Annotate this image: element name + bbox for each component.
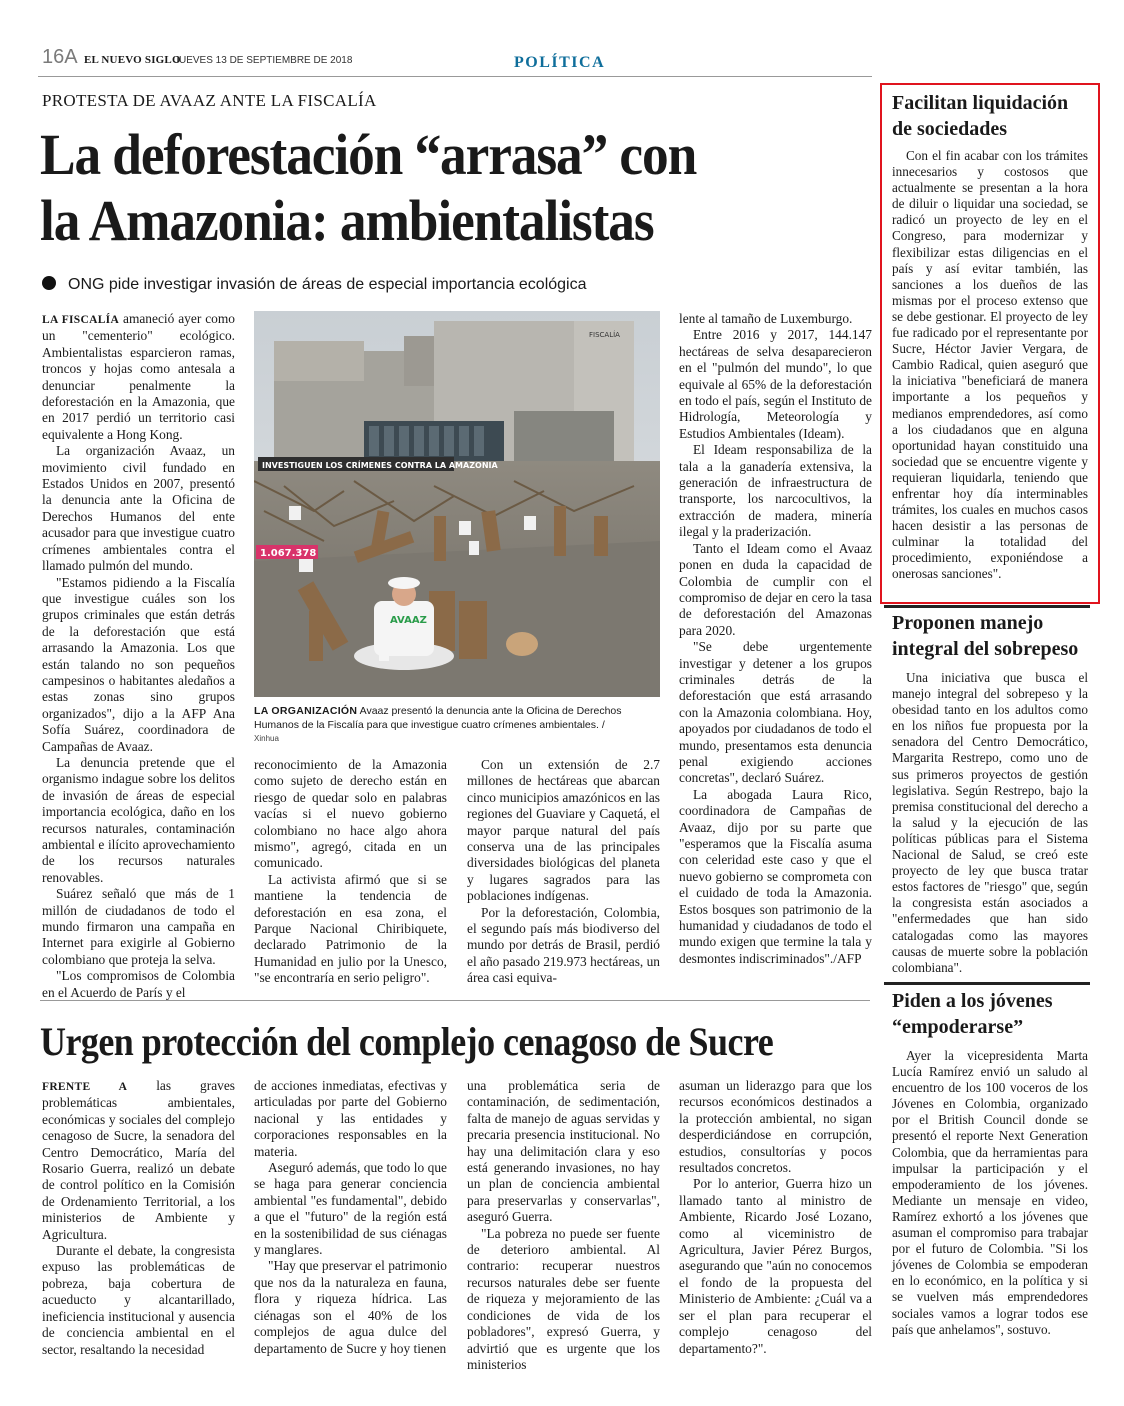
main-deck-text: ONG pide investigar invasión de áreas de especial importancia ecológica (68, 276, 587, 293)
paragraph: lente al tamaño de Luxemburgo. (679, 311, 853, 326)
sidebar-headline-line2: integral del sobrepeso (892, 638, 1079, 660)
paragraph: Entre 2016 y 2017, 144.147 hectáreas de selva desaparecieron en el "pulmón del mundo", lo que equivale al 65% de la deforestación en todo el país, según el Instituto de Hidrología, Meteorología y Estudios Ambientales (Ideam). (679, 327, 872, 441)
sidebar-body (892, 670, 1088, 976)
paragraph: "Hay que preservar el patrimonio que nos da la naturaleza en fauna, flora y riqueza hídrica. Las ciénagas son el 40% de los complejos de agua dulce del departamento de Sucre y hoy tienen (254, 1258, 447, 1356)
paragraph: "Los compromisos de Colombia en el Acuerdo de París y el (42, 968, 235, 1000)
paragraph: de acciones inmediatas, efectivas y articuladas por parte del Gobierno nacional y las entidades y corporaciones responsables en la materia. (254, 1078, 447, 1159)
sidebar-text: Una iniciativa que busca el manejo integral del sobrepeso y la obesidad tanto en los adultos como en los niños fue propuesta por la senadora del Centro Democrático, Margarita Restrepo, como uno de sus primeros proyectos de gestión legislativa. Según Restrepo, bajo la premisa constitucional del derecho a la salud y la ejecución de las políticas públicas para el Sistema Nacional de Salud, se creó este proyecto de ley que busca tratar estos factores de "riesgo" que, según la congresista están asociados a "enfermedades que han sido catalogadas como las mayores causas de muerte sobre la población colombiana". (892, 670, 1088, 975)
main-column-3 (467, 757, 660, 987)
sidebar-rule (884, 982, 1090, 985)
second-column-4 (679, 1078, 872, 1357)
paragraph (42, 311, 235, 443)
protest-photo (254, 311, 660, 697)
paragraph: asuman un liderazgo para que los recursos económicos destinados a la protección ambiental, no sigan desperdiciándose en corrupción, estudios, consultorías y pocos resultados concretos. (679, 1078, 872, 1176)
header-rule (38, 76, 872, 77)
paragraph: Con un extensión de 2.7 millones de hectáreas que abarcan cinco municipios amazónicos en las regiones del Guaviare y Caquetá, el mayor parque natural del país conserva una de las principales diversidades biológicas del planeta y lugares sagrados para las poblaciones indígenas. (467, 757, 660, 904)
sidebar-headline (892, 610, 1088, 662)
sidebar-headline-line2: de sociedades (892, 118, 1007, 140)
bullet-icon (42, 276, 56, 290)
lead-in: LA FISCALÍA (42, 314, 120, 326)
main-deck (42, 276, 587, 294)
second-headline: Urgen protección del complejo cenagoso de Sucre (40, 1019, 774, 1064)
main-headline-line2: la Amazonia: ambientalistas (40, 188, 654, 253)
sidebar-item-youth (892, 988, 1088, 1338)
caption-text: Avaaz presentó la denuncia ante la Oficina de Derechos Humanos de la Fiscalía para que investigue cuatro crímenes ambientales. / (254, 705, 622, 731)
paragraph: "Estamos pidiendo a la Fiscalía que investigue cuáles son los grupos criminales que están detrás de la deforestación que está arrasando la Amazonia. Los que están talando no son pequeños campesinos o habitantes aledaños a estas zonas sino grupos organizados", dijo a la AFP Ana Sofía Suárez, coordinadora de Campañas de Avaaz. (42, 574, 235, 754)
building-sign: FISCALÍA (589, 331, 620, 339)
photo-shirt-text: AVAAZ (390, 615, 427, 626)
paragraph: La activista afirmó que si se mantiene la tendencia de deforestación en esa zona, el Parque Nacional Chiribiquete, declarado Patrimonio de la Humanidad en julio por la Unesco, "se encontraría en serio peligro". (254, 871, 447, 986)
sidebar-text: Con el fin acabar con los trámites innecesarios y costosos que actualmente se presentan a la hora de diluir o liquidar una sociedad, se radicó un proyecto de ley en el Congreso, para modernizar y flexibilizar estas diligencias en el país y así evitar también, las sanciones a los dueños de las mismas por el proceso extenso que se debe gestionar. El proyecto de ley fue radicado por el representante por Sucre, Héctor Javier Vergara, de Cambio Radical, quien aseguró que la iniciativa "beneficiará de manera importante a los pequeños y medianos emprendedores, así como a los ciudadanos que en alguna oportunidad hayan constituido una sociedad que se encuentre vigente y requieran liquidarla, teniendo que enfrentar hoy día interminables trámites, los cuales en muchos casos hacen desistir a las personas de culminar la totalidad del procedimiento, exponiéndose a onerosas sanciones". (892, 148, 1088, 582)
protest-photo-illustration (254, 311, 660, 697)
second-column-3 (467, 1078, 660, 1373)
page-number: 16A (42, 46, 78, 68)
sidebar-headline (892, 988, 1088, 1040)
main-column-4 (679, 311, 872, 967)
paragraph-text: amaneció ayer como un "cementerio" ecológico. Ambientalistas esparcieron ramas, troncos y hojas como antesala a denunciar penalmente la deforestación en la Amazonia, que en 2017 perdió un territorio casi equivalente a Hong Kong. (42, 311, 235, 442)
second-column-2 (254, 1078, 447, 1357)
photo-banner-text: INVESTIGUEN LOS CRÍMENES CONTRA LA AMAZONIA (262, 461, 498, 470)
main-kicker: PROTESTA DE AVAAZ ANTE LA FISCALÍA (42, 91, 377, 110)
paragraph-text: las graves problemáticas ambientales, económicas y sociales del complejo cenagoso de Sucre, la senadora del Centro Democrático, María del Rosario Guerra, realizó un debate de control político en la Comisión de Ordenamiento Territorial, a los ministerios de Ambiente y Agricultura. (42, 1078, 235, 1242)
issue-date: JUEVES 13 DE SEPTIEMBRE DE 2018 (174, 55, 353, 66)
main-column-2 (254, 757, 447, 987)
story-divider (40, 1000, 870, 1001)
sidebar-headline-line2: “empoderarse” (892, 1016, 1024, 1038)
paragraph: La abogada Laura Rico, coordinadora de Campañas de Avaaz, dijo por su parte que "esperamos que la Fiscalía asuma con celeridad este caso y que el nuevo gobierno se comprometa con el cuidado de toda la Amazonia. Estos bosques son patrimonio de la humanidad y ciudadanos de todo el mundo exigen que termine la tala y desmontes indiscriminados"./AFP (679, 786, 872, 966)
section-name: POLÍTICA (514, 54, 606, 71)
paragraph: "Se debe urgentemente investigar y detener a los grupos criminales detrás de la deforestación que está arrasando con la Amazonia colombiana. Hoy, apoyados por ciudadanos de todo el mundo, presentamos esta denuncia penal exigiendo acciones concretas", declaró Suárez. (679, 639, 872, 786)
paragraph: Por la deforestación, Colombia, el segundo país más biodiverso del mundo por detrás de Brasil, perdió el año pasado 219.973 hectáreas, un área casi equiva- (467, 904, 660, 986)
paragraph: una problemática seria de contaminación, de sedimentación, falta de manejo de aguas servidas y precaria presencia institucional. No hay una delimitación clara y eso está generando invasiones, no hay un plan de conciencia ambiental para preservarlas y conservarlas", aseguró Guerra. (467, 1078, 660, 1225)
main-headline (40, 122, 794, 254)
paragraph: "La pobreza no puede ser fuente de deterioro ambiental. Al contrario: recuperar nuestros recursos naturales debe ser fuente de riqueza y mejoramiento de las condiciones de vida de los pobladores", expresó Guerra, y advirtió que es urgente que los ministerios (467, 1225, 660, 1372)
photo-caption (254, 704, 660, 746)
photo-sign-text: 1.067.378 (260, 548, 317, 559)
sidebar-text: Ayer la vicepresidenta Marta Lucía Ramírez envió un saludo al encuentro de los 100 voceros de los Jóvenes en Colombia, organizado por el British Council donde se presentó el reporte Next Generation Colombia, que da herramientas para impulsar la participación y el empoderamiento de los jóvenes. Mediante un mensaje en video, Ramírez exhortó a los jóvenes que asuman el compromiso para trabajar por el futuro de Colombia. "Si los jóvenes de Colombia se empoderan en lo económico, en la política y si se vuelven más emprendedores sociales vamos a lograr todos ese país que anhelamos", sostuvo. (892, 1048, 1088, 1337)
paragraph: Suárez señaló que más de 1 millón de ciudadanos de todo el mundo firmaron una campaña en Internet para exigirle al Gobierno colombiano que proteja la selva. (42, 886, 235, 967)
second-column-1 (42, 1078, 235, 1358)
sidebar-item-overweight (892, 610, 1088, 976)
paragraph (42, 1078, 235, 1243)
photo-credit: Xinhua (254, 734, 279, 743)
highlight-box (880, 83, 1100, 604)
sidebar-body (892, 1048, 1088, 1338)
sidebar-headline-line1: Facilitan liquidación (892, 92, 1069, 114)
paragraph: La denuncia pretende que el organismo indague sobre los delitos de invasión de áreas de especial importancia ecológica, daño en los recursos naturales, contaminación ambiental e ilícito aprovechamiento de los recursos naturales renovables. (42, 754, 235, 885)
main-column-1 (42, 311, 235, 1001)
caption-lead: LA ORGANIZACIÓN (254, 705, 358, 717)
paragraph: La organización Avaaz, un movimiento civil fundado en Estados Unidos en 2007, presentó la denuncia ante la Oficina de Derechos Humanos del ente acusador para que investigue cuatro crímenes ambientales contra el llamado pulmón del mundo. (42, 443, 235, 574)
paragraph: El Ideam responsabiliza de la tala a la ganadería extensiva, la generación de infraestructura de transporte, los narcocultivos, la extracción de madera, minería ilegal y la praderización. (679, 442, 872, 540)
publication-name: EL NUEVO SIGLO (84, 54, 181, 66)
paragraph: Aseguró además, que todo lo que se haga para generar conciencia ambiental "es fundamental", debido a que el "futuro" de la región está en la sostenibilidad de sus ciénagas y manglares. (254, 1160, 447, 1258)
paragraph: Durante el debate, la congresista expuso las problemáticas de pobreza, baja cobertura de acueducto y alcantarillado, ineficiencia institucional y ausencia de conciencia ambiental en el sector, resaltando la necesidad (42, 1243, 235, 1357)
lead-in: FRENTE A (42, 1081, 128, 1093)
sidebar-rule (884, 605, 1090, 608)
paragraph: Tanto el Ideam como el Avaaz ponen en duda la capacidad de Colombia de cumplir con el compromiso de dejar en cero la tasa de deforestación del Amazonas para 2020. (679, 540, 872, 638)
sidebar-headline-line1: Piden a los jóvenes (892, 990, 1053, 1012)
paragraph: reconocimiento de la Amazonia como sujeto de derecho están en riesgo de quedar solo en palabras vacías si el nuevo gobierno colombiano no hace algo ahora mismo", agregó, citada en un comunicado. (254, 757, 447, 871)
sidebar-headline-line1: Proponen manejo (892, 612, 1044, 634)
main-headline-line1: La deforestación “arrasa” con (40, 122, 697, 187)
paragraph: Por lo anterior, Guerra hizo un llamado tanto al ministro de Ambiente, Ricardo José Lozano, como al viceministro de Agricultura, Javier Pérez Burgos, asegurando que "aún no conocemos el fondo de la propuesta del Ministerio de Ambiente: ¿Cuál va a ser el plan para recuperar el complejo cenagoso del departamento?". (679, 1176, 872, 1356)
